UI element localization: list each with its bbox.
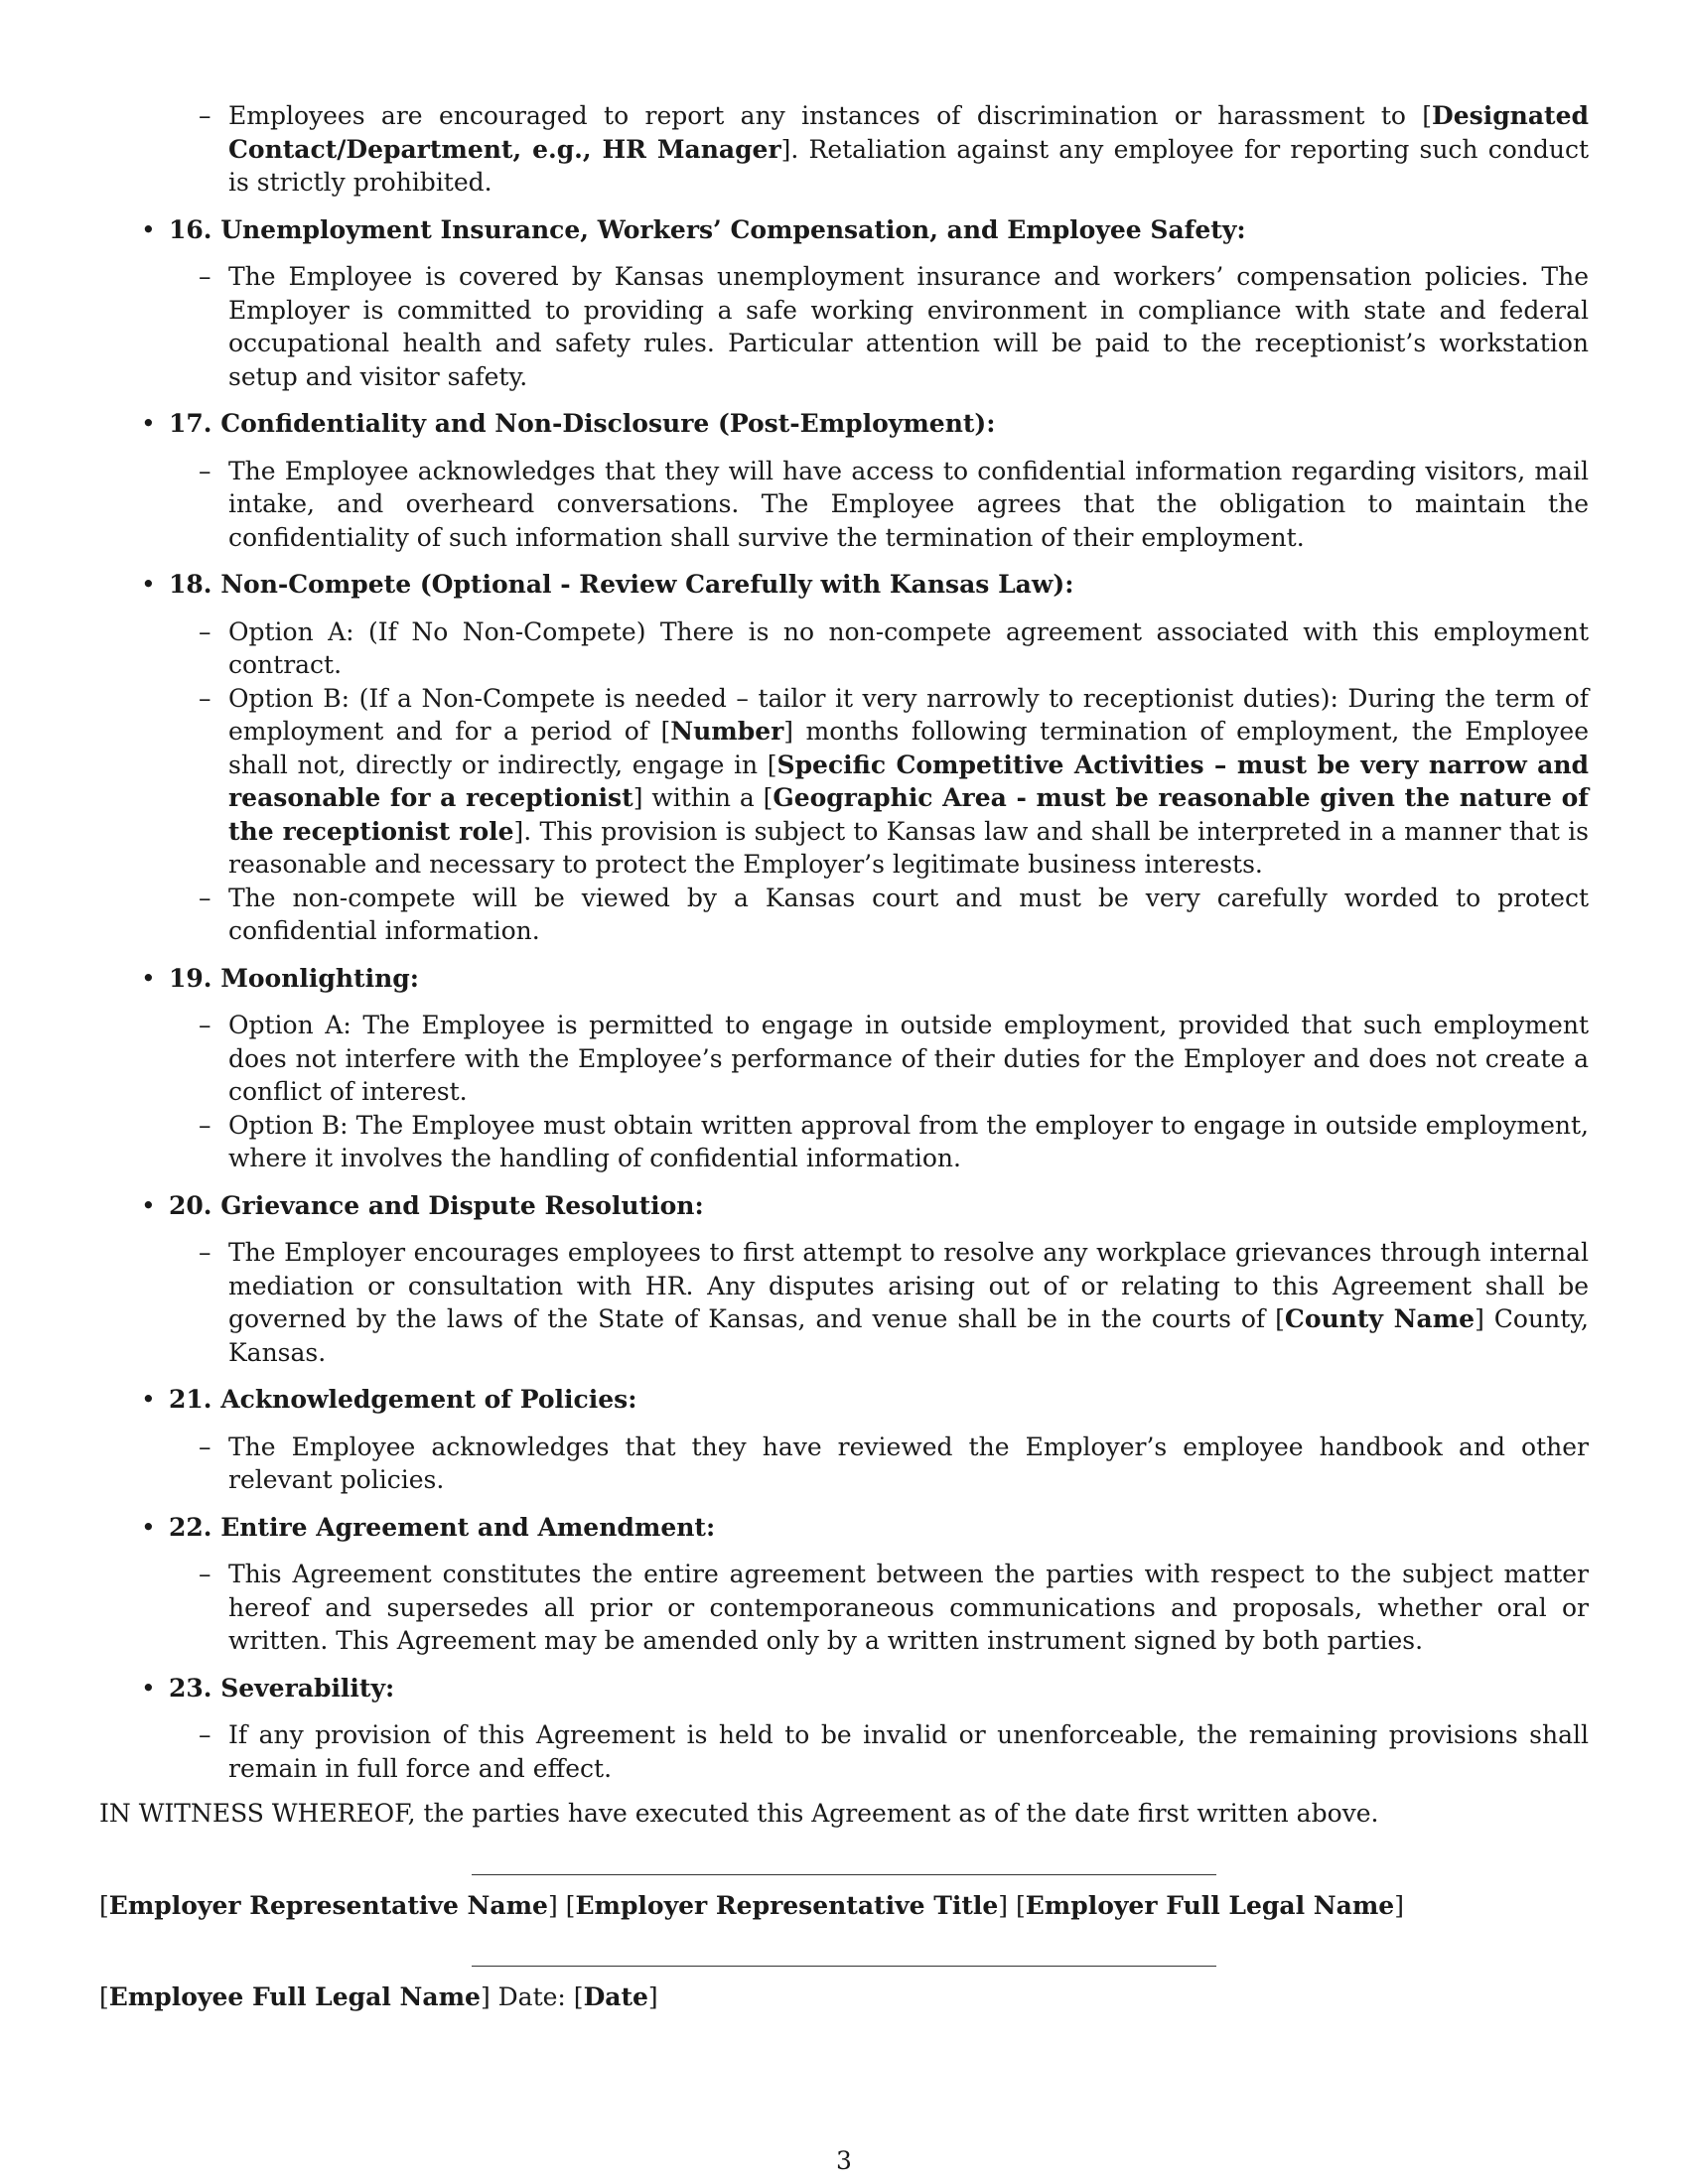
s19-item-option-b: – Option B: The Employee must obtain written approval from the employer to engage in outside employment, where it involves the handling of confidential information.: [199, 1110, 1589, 1172]
s15-item: – Employees are encouraged to report any instances of discrimination or harassment to [Designated Contact/Department, e.g., HR Manager]. Retaliation against any employee for reporting such conduct is strictly prohibited.: [199, 101, 1589, 197]
s17-heading: • 17. Confidentiality and Non-Disclosure (Post-Employment):: [141, 409, 996, 438]
s16-heading: • 16. Unemployment Insurance, Workers’ Compensation, and Employee Safety:: [141, 214, 1246, 244]
employer-signature-block: [Employer Representative Name] [Employer Representative Title] [Employer Full Legal Name]: [99, 1890, 1404, 1920]
s18-item-note: – The non-compete will be viewed by a Kansas court and must be very carefully worded to protect confidential information.: [199, 883, 1589, 945]
s17-item: – The Employee acknowledges that they will have access to confidential information regarding visitors, mail intake, and overheard conversations. The Employee agrees that the obligation to maintain the confidentiality of such information shall survive the termination of their employment.: [199, 456, 1589, 552]
s20-item: – The Employer encourages employees to first attempt to resolve any workplace grievances through internal mediation or consultation with HR. Any disputes arising out of or relating to this Agreement shall be governed by the laws of the State of Kansas, and venue shall be in the courts of [County Name] County, Kansas.: [199, 1238, 1589, 1367]
s20-heading: • 20. Grievance and Dispute Resolution:: [141, 1190, 704, 1220]
s19-item-option-a: – Option A: The Employee is permitted to engage in outside employment, provided that such employment does not interfere with the Employee’s performance of their duties for the Employer and does not create a conflict of interest.: [199, 1011, 1589, 1106]
employee-signature-block: [Employee Full Legal Name] Date: [Date]: [99, 1982, 658, 2011]
witness-statement: IN WITNESS WHEREOF, the parties have executed this Agreement as of the date first written above.: [99, 1799, 1379, 1828]
s21-heading: • 21. Acknowledgement of Policies:: [141, 1385, 637, 1414]
s16-item: – The Employee is covered by Kansas unemployment insurance and workers’ compensation policies. The Employer is committed to providing a safe working environment in compliance with state and federal occupational health and safety rules. Particular attention will be paid to the receptionist’s workstation setup and visitor safety.: [199, 262, 1589, 391]
s23-item: – If any provision of this Agreement is held to be invalid or unenforceable, the remaining provisions shall remain in full force and effect.: [199, 1720, 1589, 1783]
document-body: [99, 99, 1589, 2014]
s18-heading: • 18. Non-Compete (Optional - Review Carefully with Kansas Law):: [141, 570, 1074, 599]
s18-item-option-b: – Option B: (If a Non-Compete is needed – tailor it very narrowly to receptionist duties): During the term of employment and for a period of [Number] months following termination of employment, the Employee shall not, directly or indirectly, engage in [Specific Competitive Activities – must be very narrow and reasonable for a receptionist] within a [Geographic Area - must be reasonable given the nature of the receptionist role]. This provision is subject to Kansas law and shall be interpreted in a manner that is reasonable and necessary to protect the Employer’s legitimate business interests.: [199, 683, 1590, 879]
employer-signature-line: [472, 1874, 1216, 1875]
employee-signature-line: [472, 1966, 1216, 1967]
s19-heading: • 19. Moonlighting:: [141, 963, 419, 993]
s22-item: – This Agreement constitutes the entire agreement between the parties with respect to the subject matter hereof and supersedes all prior or contemporaneous communications and proposals, whether oral or written. This Agreement may be amended only by a written instrument signed by both parties.: [199, 1560, 1589, 1655]
page-number: 3: [836, 2146, 852, 2175]
s22-heading: • 22. Entire Agreement and Amendment:: [141, 1512, 716, 1542]
s18-item-option-a: – Option A: (If No Non-Compete) There is no non-compete agreement associated with this employment contract.: [199, 616, 1589, 679]
s23-heading: • 23. Severability:: [141, 1673, 395, 1703]
s21-item: – The Employee acknowledges that they have reviewed the Employer’s employee handbook and other relevant policies.: [199, 1432, 1589, 1494]
